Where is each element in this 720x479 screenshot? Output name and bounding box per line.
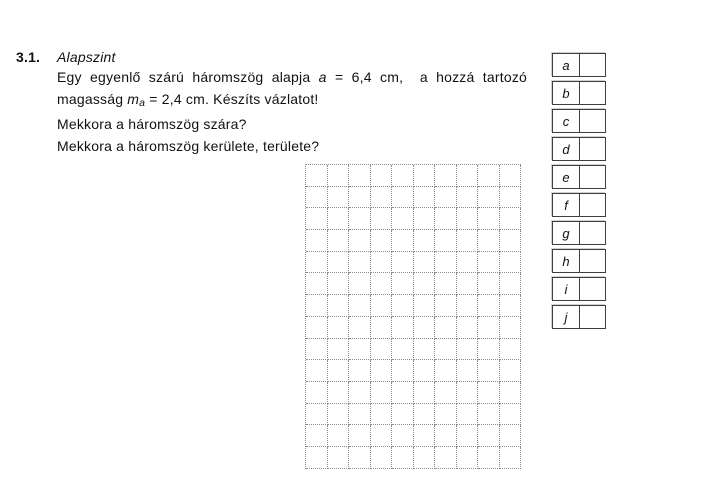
- grid-cell: [435, 208, 457, 230]
- grid-cell: [392, 187, 414, 209]
- grid-cell: [371, 447, 393, 469]
- grid-cell: [371, 360, 393, 382]
- grid-cell: [435, 382, 457, 404]
- grid-cell: [457, 382, 479, 404]
- grid-cell: [328, 187, 350, 209]
- grid-cell: [371, 208, 393, 230]
- answer-box-label: j: [553, 306, 580, 328]
- grid-cell: [328, 295, 350, 317]
- sketch-grid: [305, 164, 521, 469]
- grid-cell: [500, 165, 522, 187]
- grid-cell: [392, 360, 414, 382]
- answer-box-label: a: [553, 54, 580, 76]
- answer-box-score-cell: [580, 54, 605, 76]
- grid-cell: [371, 317, 393, 339]
- answer-box-label: b: [553, 82, 580, 104]
- grid-cell: [457, 165, 479, 187]
- problem-number: 3.1.: [16, 49, 41, 65]
- statement-lines: [57, 67, 527, 157]
- grid-cell: [500, 252, 522, 274]
- answer-box: [552, 53, 606, 77]
- grid-cell: [457, 187, 479, 209]
- grid-cell: [392, 425, 414, 447]
- grid-cell: [392, 295, 414, 317]
- grid-cell: [306, 165, 328, 187]
- grid-cell: [414, 273, 436, 295]
- grid-cell: [371, 273, 393, 295]
- grid-cell: [392, 273, 414, 295]
- grid-cell: [414, 382, 436, 404]
- grid-cell: [371, 252, 393, 274]
- answer-box-label: i: [553, 278, 580, 300]
- answer-box-column: [552, 53, 606, 333]
- grid-cell: [392, 447, 414, 469]
- grid-cell: [392, 230, 414, 252]
- grid-cell: [371, 187, 393, 209]
- grid-cell: [435, 447, 457, 469]
- grid-cell: [414, 208, 436, 230]
- grid-cell: [349, 425, 371, 447]
- grid-cell: [371, 425, 393, 447]
- answer-box: [552, 165, 606, 189]
- grid-cell: [306, 230, 328, 252]
- statement-line: magasság ma = 2,4 cm. Készíts vázlatot!: [57, 90, 319, 109]
- grid-cell: [306, 425, 328, 447]
- grid-cell: [306, 187, 328, 209]
- grid-cell: [414, 187, 436, 209]
- grid-cell: [328, 339, 350, 361]
- grid-cell: [500, 187, 522, 209]
- grid-cell: [392, 252, 414, 274]
- grid-cell: [306, 360, 328, 382]
- grid-cell: [392, 404, 414, 426]
- answer-box: [552, 137, 606, 161]
- grid-cell: [349, 165, 371, 187]
- grid-cell: [306, 404, 328, 426]
- statement-line: Mekkora a háromszög kerülete, területe?: [57, 137, 320, 154]
- grid-cell: [457, 447, 479, 469]
- answer-box-score-cell: [580, 222, 605, 244]
- grid-cell: [306, 252, 328, 274]
- answer-box-label: d: [553, 138, 580, 160]
- grid-cell: [371, 339, 393, 361]
- grid-cell: [371, 404, 393, 426]
- grid-cell: [328, 360, 350, 382]
- grid-cell: [435, 165, 457, 187]
- grid-cell: [392, 339, 414, 361]
- grid-cell: [371, 295, 393, 317]
- grid-cell: [435, 187, 457, 209]
- grid-cell: [500, 208, 522, 230]
- grid-cell: [435, 425, 457, 447]
- grid-cell: [349, 208, 371, 230]
- grid-cell: [349, 317, 371, 339]
- grid-cell: [371, 382, 393, 404]
- grid-cell: [349, 339, 371, 361]
- answer-box: [552, 193, 606, 217]
- grid-cell: [457, 208, 479, 230]
- grid-cell: [306, 273, 328, 295]
- grid-cell: [478, 165, 500, 187]
- grid-cell: [435, 339, 457, 361]
- grid-cell: [306, 339, 328, 361]
- answer-box: [552, 81, 606, 105]
- answer-box: [552, 221, 606, 245]
- grid-cell: [306, 208, 328, 230]
- grid-cell: [349, 252, 371, 274]
- grid-cell: [457, 295, 479, 317]
- grid-cell: [414, 425, 436, 447]
- level-label: Alapszint: [57, 49, 116, 65]
- grid-cell: [478, 208, 500, 230]
- grid-cell: [435, 404, 457, 426]
- grid-cell: [478, 187, 500, 209]
- statement-line: Egy egyenlő szárú háromszög alapja a = 6,4 cm, a hozzá tartozó: [57, 69, 527, 85]
- grid-cell: [328, 252, 350, 274]
- grid-cell: [500, 273, 522, 295]
- grid-cell: [457, 360, 479, 382]
- grid-cell: [500, 317, 522, 339]
- grid-cell: [349, 382, 371, 404]
- grid-cell: [349, 230, 371, 252]
- grid-cell: [478, 447, 500, 469]
- grid-cell: [414, 252, 436, 274]
- answer-box-score-cell: [580, 82, 605, 104]
- grid-cell: [328, 425, 350, 447]
- grid-cell: [392, 317, 414, 339]
- grid-cell: [435, 230, 457, 252]
- answer-box-score-cell: [580, 138, 605, 160]
- grid-cell: [349, 360, 371, 382]
- grid-cell: [349, 187, 371, 209]
- answer-box: [552, 277, 606, 301]
- answer-box-score-cell: [580, 110, 605, 132]
- grid-cell: [435, 295, 457, 317]
- grid-cell: [328, 404, 350, 426]
- grid-cell: [457, 339, 479, 361]
- grid-cell: [414, 165, 436, 187]
- answer-box-label: g: [553, 222, 580, 244]
- grid-cell: [328, 382, 350, 404]
- grid-cell: [328, 230, 350, 252]
- grid-cell: [328, 447, 350, 469]
- grid-cell: [392, 382, 414, 404]
- grid-cell: [500, 404, 522, 426]
- grid-cell: [478, 317, 500, 339]
- grid-cell: [306, 295, 328, 317]
- grid-cell: [500, 295, 522, 317]
- grid-cell: [435, 252, 457, 274]
- grid-cell: [306, 317, 328, 339]
- grid-cell: [500, 230, 522, 252]
- grid-cell: [414, 295, 436, 317]
- grid-cell: [478, 230, 500, 252]
- grid-cell: [457, 252, 479, 274]
- grid-cell: [500, 382, 522, 404]
- grid-cell: [306, 447, 328, 469]
- grid-cell: [500, 339, 522, 361]
- answer-box: [552, 109, 606, 133]
- answer-box-label: e: [553, 166, 580, 188]
- grid-cell: [349, 404, 371, 426]
- grid-cell: [478, 295, 500, 317]
- grid-cell: [478, 339, 500, 361]
- grid-cell: [478, 252, 500, 274]
- answer-box: [552, 249, 606, 273]
- answer-box-score-cell: [580, 250, 605, 272]
- grid-cell: [306, 382, 328, 404]
- grid-cell: [371, 230, 393, 252]
- grid-cell: [349, 295, 371, 317]
- grid-cell: [457, 404, 479, 426]
- answer-box-score-cell: [580, 278, 605, 300]
- grid-cell: [500, 360, 522, 382]
- answer-box-score-cell: [580, 166, 605, 188]
- grid-cell: [414, 339, 436, 361]
- grid-cell: [392, 208, 414, 230]
- grid-cell: [414, 230, 436, 252]
- grid-cell: [414, 317, 436, 339]
- grid-cell: [435, 317, 457, 339]
- grid-cell: [500, 425, 522, 447]
- grid-cell: [414, 404, 436, 426]
- grid-cell: [500, 447, 522, 469]
- answer-box-label: h: [553, 250, 580, 272]
- grid-cell: [349, 273, 371, 295]
- grid-cell: [435, 360, 457, 382]
- grid-cell: [457, 230, 479, 252]
- grid-cell: [349, 447, 371, 469]
- grid-cell: [478, 382, 500, 404]
- grid-cell: [328, 317, 350, 339]
- answer-box: [552, 305, 606, 329]
- grid-cell: [478, 360, 500, 382]
- answer-box-label: f: [553, 194, 580, 216]
- grid-cell: [328, 165, 350, 187]
- answer-box-score-cell: [580, 194, 605, 216]
- grid-cell: [414, 360, 436, 382]
- statement-line: Mekkora a háromszög szára?: [57, 116, 247, 132]
- grid-cell: [457, 273, 479, 295]
- grid-cell: [478, 425, 500, 447]
- grid-cell: [457, 425, 479, 447]
- grid-cell: [478, 404, 500, 426]
- grid-cell: [328, 273, 350, 295]
- grid-cell: [435, 273, 457, 295]
- grid-cell: [478, 273, 500, 295]
- grid-cell: [328, 208, 350, 230]
- answer-box-label: c: [553, 110, 580, 132]
- grid-cell: [457, 317, 479, 339]
- grid-cell: [371, 165, 393, 187]
- answer-box-score-cell: [580, 306, 605, 328]
- grid-cell: [392, 165, 414, 187]
- grid-cell: [414, 447, 436, 469]
